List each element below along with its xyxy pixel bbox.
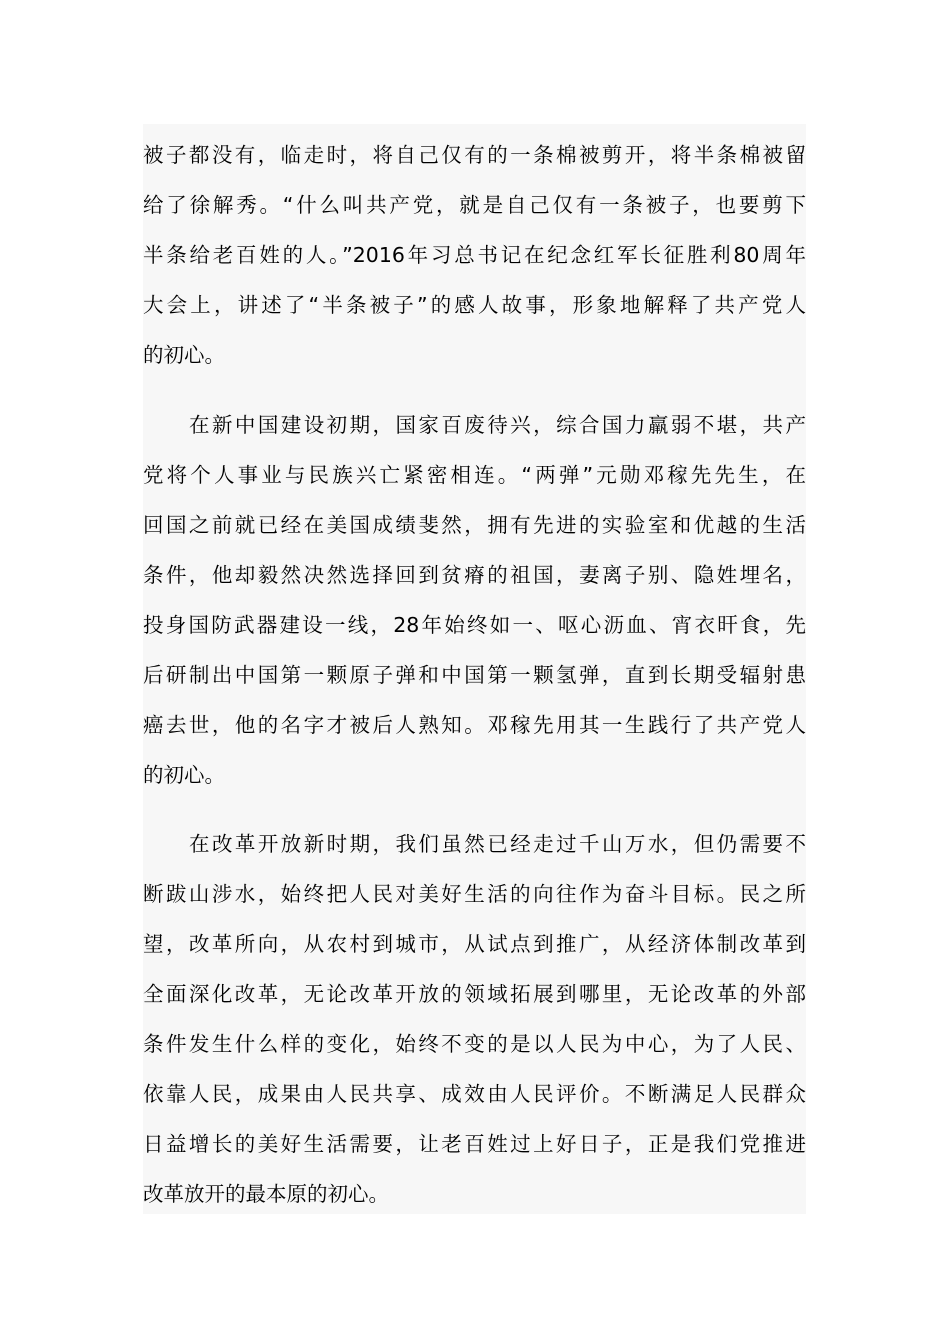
paragraph-3-line-6: 依靠人民，成果由人民共享、成效由人民评价。不断满足人民群众: [143, 1082, 806, 1106]
paragraph-2-line-1: 在新中国建设初期，国家百废待兴，综合国力羸弱不堪，共产: [189, 413, 806, 437]
paragraph-1-line-3: 半条给老百姓的人。”2016年习总书记在纪念红军长征胜利80周年: [143, 243, 806, 267]
paragraph-3-line-2: 断跋山涉水，始终把人民对美好生活的向往作为奋斗目标。民之所: [143, 882, 806, 906]
paragraph-3-line-3: 望，改革所向，从农村到城市，从试点到推广，从经济体制改革到: [143, 932, 806, 956]
paragraph-3-line-4: 全面深化改革，无论改革开放的领域拓展到哪里，无论改革的外部: [143, 982, 806, 1006]
paragraph-3-line-7: 日益增长的美好生活需要，让老百姓过上好日子，正是我们党推进: [143, 1132, 806, 1156]
paragraph-1-line-5: 的初心。: [143, 343, 225, 367]
paragraph-1-line-1: 被子都没有，临走时，将自己仅有的一条棉被剪开，将半条棉被留: [143, 143, 806, 167]
paragraph-1-line-4: 大会上，讲述了“半条被子”的感人故事，形象地解释了共产党人: [143, 293, 806, 317]
paragraph-2-line-5: 投身国防武器建设一线，28年始终如一、呕心沥血、宵衣旰食，先: [143, 613, 806, 637]
paragraph-2-line-6: 后研制出中国第一颗原子弹和中国第一颗氢弹，直到长期受辐射患: [143, 663, 806, 687]
paragraph-3-line-5: 条件发生什么样的变化，始终不变的是以人民为中心，为了人民、: [143, 1032, 806, 1056]
paragraph-3-line-1: 在改革开放新时期，我们虽然已经走过千山万水，但仍需要不: [189, 832, 806, 856]
paragraph-2-line-2: 党将个人事业与民族兴亡紧密相连。“两弹”元勋邓稼先先生，在: [143, 463, 806, 487]
paragraph-1-line-2: 给了徐解秀。“什么叫共产党，就是自己仅有一条被子，也要剪下: [143, 193, 806, 217]
paragraph-2-line-7: 癌去世，他的名字才被后人熟知。邓稼先用其一生践行了共产党人: [143, 713, 806, 737]
paragraph-2-line-4: 条件，他却毅然决然选择回到贫瘠的祖国，妻离子别、隐姓埋名，: [143, 563, 806, 587]
paragraph-2-line-8: 的初心。: [143, 763, 225, 787]
paragraph-2-line-3: 回国之前就已经在美国成绩斐然，拥有先进的实验室和优越的生活: [143, 513, 806, 537]
paragraph-3-line-8: 改革放开的最本原的初心。: [143, 1182, 389, 1206]
